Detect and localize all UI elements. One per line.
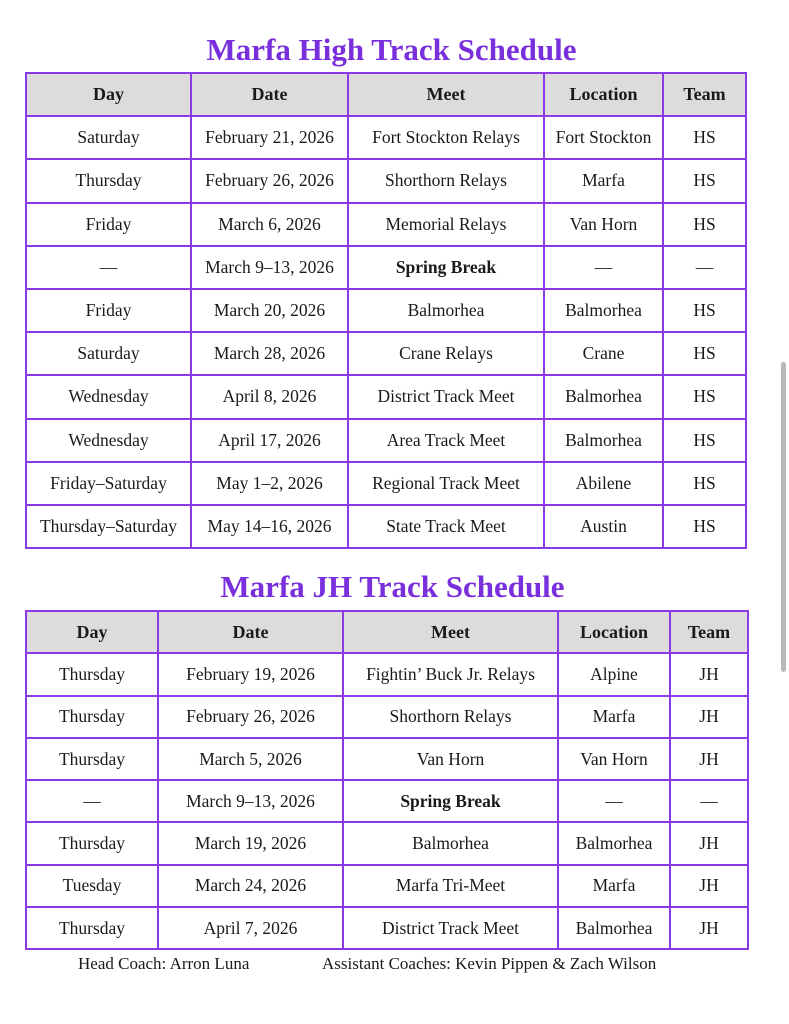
cell-day: Thursday	[26, 159, 191, 202]
cell-team: HS	[663, 332, 746, 375]
table-row	[26, 159, 746, 202]
cell-meet: Spring Break	[343, 780, 558, 822]
cell-meet: Area Track Meet	[348, 419, 544, 462]
cell-location: Alpine	[558, 653, 670, 695]
cell-location: Fort Stockton	[544, 116, 663, 159]
column-header-meet: Meet	[348, 73, 544, 116]
cell-location: Van Horn	[558, 738, 670, 780]
cell-date: March 19, 2026	[158, 822, 343, 864]
cell-meet: Spring Break	[348, 246, 544, 289]
cell-team: —	[663, 246, 746, 289]
cell-day: Thursday	[26, 738, 158, 780]
hs-schedule-table	[25, 72, 747, 549]
table-row	[26, 505, 746, 548]
cell-meet: Fightin’ Buck Jr. Relays	[343, 653, 558, 695]
cell-location: Marfa	[558, 696, 670, 738]
jh-schedule-table	[25, 610, 749, 950]
cell-meet: Balmorhea	[343, 822, 558, 864]
jh-schedule-title: Marfa JH Track Schedule	[220, 569, 565, 604]
table-header-row	[26, 611, 748, 653]
cell-date: March 24, 2026	[158, 865, 343, 907]
table-row	[26, 419, 746, 462]
cell-location: Balmorhea	[544, 375, 663, 418]
cell-team: JH	[670, 865, 748, 907]
cell-location: Marfa	[544, 159, 663, 202]
cell-meet: Van Horn	[343, 738, 558, 780]
cell-location: Crane	[544, 332, 663, 375]
cell-team: JH	[670, 696, 748, 738]
cell-meet: Balmorhea	[348, 289, 544, 332]
cell-team: HS	[663, 159, 746, 202]
cell-date: February 26, 2026	[191, 159, 348, 202]
table-row	[26, 822, 748, 864]
table-row	[26, 203, 746, 246]
cell-date: February 26, 2026	[158, 696, 343, 738]
cell-date: April 17, 2026	[191, 419, 348, 462]
column-header-team: Team	[670, 611, 748, 653]
cell-day: Wednesday	[26, 375, 191, 418]
cell-location: Balmorhea	[544, 419, 663, 462]
cell-location: —	[558, 780, 670, 822]
cell-date: May 1–2, 2026	[191, 462, 348, 505]
cell-team: JH	[670, 907, 748, 949]
cell-team: HS	[663, 203, 746, 246]
column-header-day: Day	[26, 611, 158, 653]
table-row	[26, 653, 748, 695]
cell-day: Thursday	[26, 822, 158, 864]
cell-team: —	[670, 780, 748, 822]
cell-day: Friday	[26, 203, 191, 246]
cell-day: Friday	[26, 289, 191, 332]
table-row	[26, 332, 746, 375]
cell-team: HS	[663, 375, 746, 418]
cell-day: Wednesday	[26, 419, 191, 462]
cell-day: Thursday	[26, 653, 158, 695]
cell-meet: Memorial Relays	[348, 203, 544, 246]
cell-day: Thursday	[26, 907, 158, 949]
cell-location: Van Horn	[544, 203, 663, 246]
cell-meet: State Track Meet	[348, 505, 544, 548]
cell-team: JH	[670, 738, 748, 780]
table-row	[26, 696, 748, 738]
table-row	[26, 375, 746, 418]
column-header-location: Location	[558, 611, 670, 653]
cell-day: Tuesday	[26, 865, 158, 907]
cell-date: April 7, 2026	[158, 907, 343, 949]
cell-meet: Shorthorn Relays	[343, 696, 558, 738]
cell-meet: Fort Stockton Relays	[348, 116, 544, 159]
scrollbar[interactable]	[781, 362, 786, 672]
table-row	[26, 289, 746, 332]
table-row	[26, 738, 748, 780]
cell-date: March 9–13, 2026	[158, 780, 343, 822]
cell-day: Saturday	[26, 116, 191, 159]
column-header-team: Team	[663, 73, 746, 116]
cell-team: HS	[663, 116, 746, 159]
column-header-day: Day	[26, 73, 191, 116]
cell-date: March 28, 2026	[191, 332, 348, 375]
column-header-location: Location	[544, 73, 663, 116]
cell-location: Balmorhea	[558, 822, 670, 864]
cell-team: JH	[670, 822, 748, 864]
column-header-meet: Meet	[343, 611, 558, 653]
cell-meet: Marfa Tri-Meet	[343, 865, 558, 907]
cell-day: Saturday	[26, 332, 191, 375]
cell-date: March 6, 2026	[191, 203, 348, 246]
cell-meet: Regional Track Meet	[348, 462, 544, 505]
cell-meet: District Track Meet	[348, 375, 544, 418]
table-header-row	[26, 73, 746, 116]
table-row	[26, 246, 746, 289]
cell-meet: Shorthorn Relays	[348, 159, 544, 202]
column-header-date: Date	[191, 73, 348, 116]
table-row	[26, 780, 748, 822]
cell-date: May 14–16, 2026	[191, 505, 348, 548]
cell-day: Thursday–Saturday	[26, 505, 191, 548]
cell-date: April 8, 2026	[191, 375, 348, 418]
cell-date: February 21, 2026	[191, 116, 348, 159]
cell-team: HS	[663, 462, 746, 505]
table-row	[26, 462, 746, 505]
cell-meet: Crane Relays	[348, 332, 544, 375]
cell-day: Friday–Saturday	[26, 462, 191, 505]
cell-team: JH	[670, 653, 748, 695]
cell-team: HS	[663, 419, 746, 462]
cell-day: —	[26, 246, 191, 289]
cell-location: Balmorhea	[558, 907, 670, 949]
cell-location: Austin	[544, 505, 663, 548]
coaches-footer	[0, 954, 789, 978]
cell-date: March 20, 2026	[191, 289, 348, 332]
table-row	[26, 865, 748, 907]
cell-team: HS	[663, 289, 746, 332]
cell-date: March 5, 2026	[158, 738, 343, 780]
cell-team: HS	[663, 505, 746, 548]
head-coach-text: Head Coach: Arron Luna	[78, 954, 250, 973]
cell-date: February 19, 2026	[158, 653, 343, 695]
cell-day: —	[26, 780, 158, 822]
column-header-date: Date	[158, 611, 343, 653]
cell-location: Abilene	[544, 462, 663, 505]
hs-schedule-title: Marfa High Track Schedule	[206, 32, 577, 67]
cell-location: Marfa	[558, 865, 670, 907]
assistant-coaches-text: Assistant Coaches: Kevin Pippen & Zach Wilson	[322, 954, 657, 973]
table-row	[26, 116, 746, 159]
cell-meet: District Track Meet	[343, 907, 558, 949]
cell-location: Balmorhea	[544, 289, 663, 332]
cell-day: Thursday	[26, 696, 158, 738]
cell-date: March 9–13, 2026	[191, 246, 348, 289]
cell-location: —	[544, 246, 663, 289]
table-row	[26, 907, 748, 949]
